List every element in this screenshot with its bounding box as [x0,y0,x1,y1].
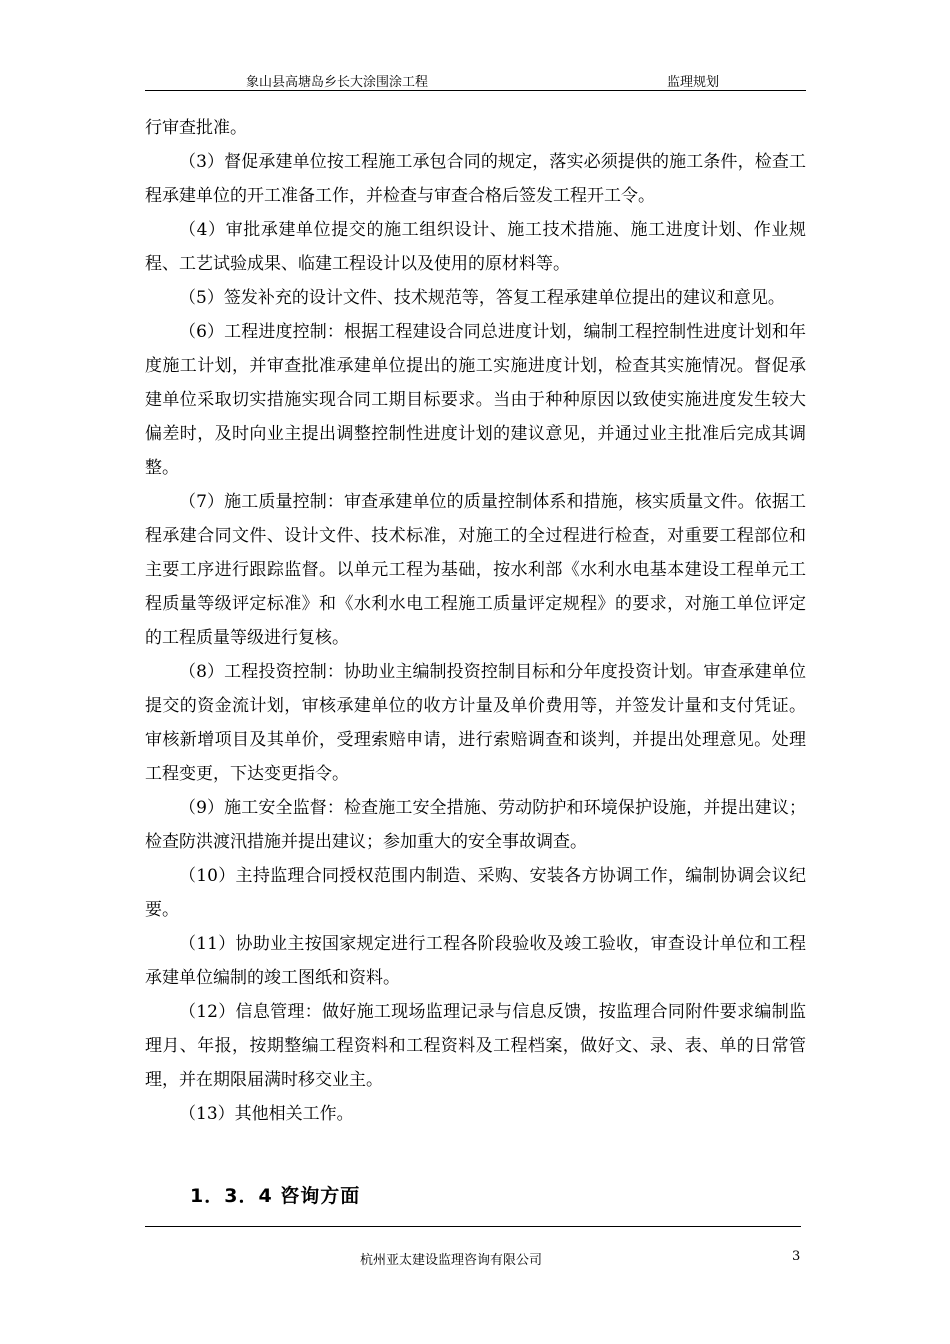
paragraph-item-6: （6）工程进度控制：根据工程建设合同总进度计划，编制工程控制性进度计划和年度施工计划，并审查批准承建单位提出的施工实施进度计划，检查其实施情况。督促承建单位采取切实措施实现合同工期目标要求。当由于种种原因以致使实施进度发生较大偏差时，及时向业主提出调整控制性进度计划的建议意见，并通过业主批准后完成其调整。 [145,322,806,478]
paragraph-item-10: （10）主持监理合同授权范围内制造、采购、安装各方协调工作，编制协调会议纪要。 [145,866,806,920]
paragraph-item-9: （9）施工安全监督：检查施工安全措施、劳动防护和环境保护设施，并提出建议；检查防洪渡汛措施并提出建议；参加重大的安全事故调查。 [145,798,806,852]
page-header [145,70,806,91]
body-text [145,111,806,1131]
paragraph-item-3: （3）督促承建单位按工程施工承包合同的规定，落实必须提供的施工条件，检查工程承建单位的开工准备工作，并检查与审查合格后签发工程开工令。 [145,152,806,206]
header-project-title: 象山县高塘岛乡长大涂围涂工程 [246,75,429,90]
footer-page-number: 3 [792,1249,801,1264]
paragraph-item-12: （12）信息管理：做好施工现场监理记录与信息反馈，按监理合同附件要求编制监理月、年报，按期整编工程资料和工程资料及工程档案，做好文、录、表、单的日常管理，并在期限届满时移交业主。 [145,1002,806,1090]
paragraph-continuation: 行审查批准。 [145,118,247,138]
footer-divider [145,1226,801,1227]
paragraph-item-13: （13）其他相关工作。 [179,1104,354,1124]
paragraph-item-11: （11）协助业主按国家规定进行工程各阶段验收及竣工验收，审查设计单位和工程承建单位编制的竣工图纸和资料。 [145,934,806,988]
footer-company: 杭州亚太建设监理咨询有限公司 [360,1253,543,1268]
section-heading: 1．3．4 咨询方面 [190,1185,361,1207]
paragraph-item-8: （8）工程投资控制：协助业主编制投资控制目标和分年度投资计划。审查承建单位提交的资金流计划，审核承建单位的收方计量及单价费用等，并签发计量和支付凭证。审核新增项目及其单价，受理索赔申请，进行索赔调查和谈判，并提出处理意见。处理工程变更，下达变更指令。 [145,662,806,784]
paragraph-item-4: （4）审批承建单位提交的施工组织设计、施工技术措施、施工进度计划、作业规程、工艺试验成果、临建工程设计以及使用的原材料等。 [145,220,806,274]
paragraph-item-5: （5）签发补充的设计文件、技术规范等，答复工程承建单位提出的建议和意见。 [179,288,785,308]
paragraph-item-7: （7）施工质量控制：审查承建单位的质量控制体系和措施，核实质量文件。依据工程承建合同文件、设计文件、技术标准，对施工的全过程进行检查，对重要工程部位和主要工序进行跟踪监督。以单元工程为基础，按水利部《水利水电基本建设工程单元工程质量等级评定标准》和《水利水电工程施工质量评定规程》的要求，对施工单位评定的工程质量等级进行复核。 [145,492,806,648]
header-doc-type: 监理规划 [667,75,720,90]
